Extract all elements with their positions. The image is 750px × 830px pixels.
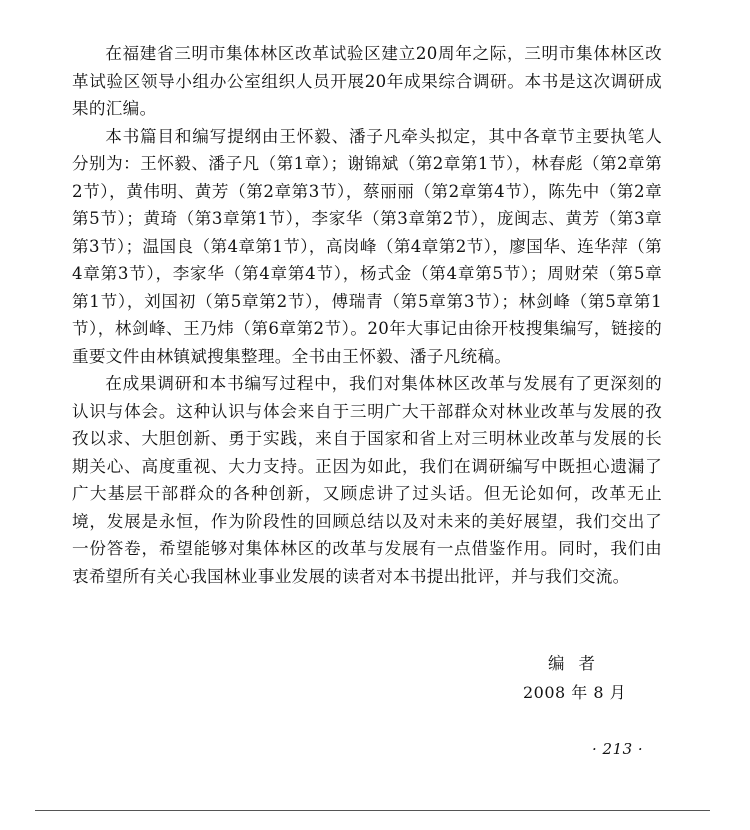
publication-date: 2008 年 8 月 (523, 683, 627, 702)
bottom-divider (35, 810, 710, 811)
body-text (72, 40, 662, 590)
paragraph-authors: 本书篇目和编写提纲由王怀毅、潘子凡牵头拟定，其中各章节主要执笔人分别为：王怀毅、潘子凡（第1章）；谢锦斌（第2章第1节），林春彪（第2章第2节），黄伟明、黄芳（第2章第3节），蔡丽丽（第2章第4节），陈先中（第2章第5节）；黄琦（第3章第1节），李家华（第3章第2节），庞闽志、黄芳（第3章第3节）；温国良（第4章第1节），高岗峰（第4章第2节），廖国华、连华萍（第4章第3节），李家华（第4章第4节），杨式金（第4章第5节）；周财荣（第5章第1节），刘国初（第5章第2节），傅瑞青（第5章第3节）；林剑峰（第5章第1节），林剑峰、王乃炜（第6章第2节）。20年大事记由徐开枝搜集编写，链接的重要文件由林镇斌搜集整理。全书由王怀毅、潘子凡统稿。 (72, 126, 662, 366)
editor-signature: 编者 (548, 654, 609, 673)
paragraph-reflection: 在成果调研和本书编写过程中，我们对集体林区改革与发展有了更深刻的认识与体会。这种认识与体会来自于三明广大干部群众对林业改革与发展的孜孜以求、大胆创新、勇于实践，来自于国家和省上对三明林业改革与发展的长期关心、高度重视、大力支持。正因为如此，我们在调研编写中既担心遗漏了广大基层干部群众的各种创新，又顾虑讲了过头话。但无论如何，改革无止境，发展是永恒，作为阶段性的回顾总结以及对未来的美好展望，我们交出了一份答卷，希望能够对集体林区的改革与发展有一点借鉴作用。同时，我们由衷希望所有关心我国林业事业发展的读者对本书提出批评，并与我们交流。 (72, 374, 662, 586)
page-number: · 213 · (592, 740, 644, 758)
paragraph-intro: 在福建省三明市集体林区改革试验区建立20周年之际，三明市集体林区改革试验区领导小组办公室组织人员开展20年成果综合调研。本书是这次调研成果的汇编。 (72, 44, 662, 118)
